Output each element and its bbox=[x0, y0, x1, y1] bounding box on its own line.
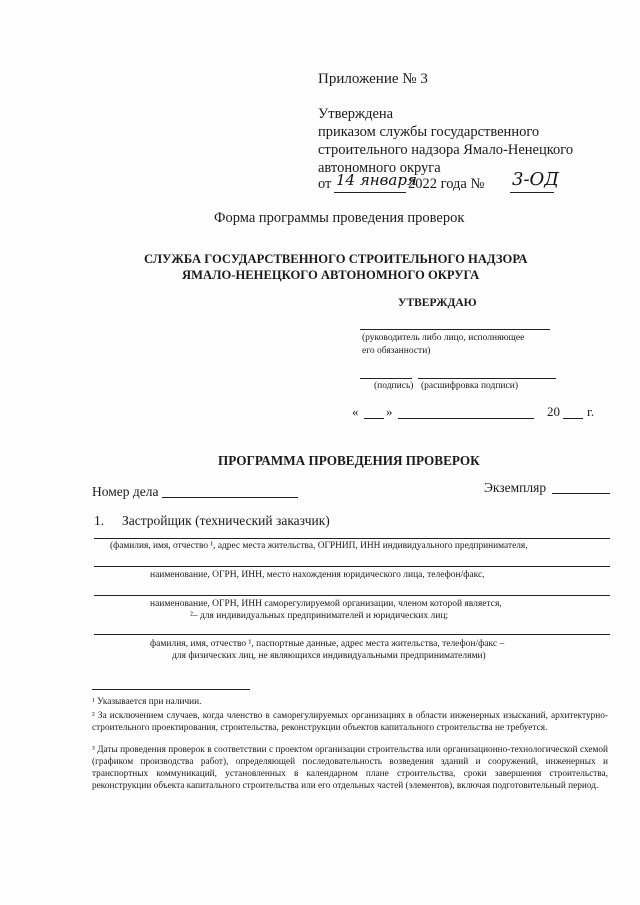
section1-caption-2: наименование, ОГРН, ИНН, место нахождения юридического лица, телефон/факс, bbox=[150, 570, 485, 580]
approval-line-4: автономного округа bbox=[318, 160, 441, 176]
approval-line-1: Утверждена bbox=[318, 106, 394, 122]
approval-line-3: строительного надзора Ямало-Ненецкого bbox=[318, 142, 574, 158]
case-number-line bbox=[162, 497, 298, 498]
section1-caption-4a: фамилия, имя, отчество ¹, паспортные данные, адрес места жительства, телефон/факс – bbox=[150, 639, 505, 649]
head-caption-1: (руководитель либо лицо, исполняющее bbox=[362, 333, 525, 343]
section1-caption-4b: для физических лиц, не являющихся индивидуальными предпринимателями) bbox=[172, 651, 486, 661]
section1-line-1 bbox=[94, 538, 610, 539]
month-line bbox=[398, 418, 534, 419]
year-prefix: 20 bbox=[547, 404, 560, 419]
form-title: Форма программы проведения проверок bbox=[214, 210, 465, 226]
section1-line-4 bbox=[94, 634, 610, 635]
signature-caption: (подпись) bbox=[374, 381, 414, 391]
agency-line-2: ЯМАЛО-НЕНЕЦКОГО АВТОНОМНОГО ОКРУГА bbox=[182, 268, 480, 282]
footnote-2: ² За исключением случаев, когда членство в саморегулируемых организациях в области инженерных изысканий, архитектурно-строительного проектирования, строительства, реконструкции объектов капитального строительства не требуется. bbox=[92, 711, 608, 733]
approval-date-prefix: от bbox=[318, 176, 332, 192]
approval-date-handwritten: 14 января bbox=[336, 171, 417, 189]
head-line bbox=[360, 329, 550, 330]
approval-date-mid: 2022 года № bbox=[408, 176, 485, 192]
appendix-label: Приложение № 3 bbox=[318, 71, 428, 87]
copy-line bbox=[552, 493, 610, 494]
case-number-label: Номер дела bbox=[92, 484, 159, 499]
date-open-quote: « bbox=[352, 404, 359, 419]
copy-label: Экземпляр bbox=[484, 480, 547, 495]
program-title: ПРОГРАММА ПРОВЕДЕНИЯ ПРОВЕРОК bbox=[218, 453, 480, 468]
section1-line-3 bbox=[94, 595, 610, 596]
decoding-caption: (расшифровка подписи) bbox=[421, 381, 518, 391]
section1-title: Застройщик (технический заказчик) bbox=[122, 513, 330, 528]
footnote-1: ¹ Указывается при наличии. bbox=[92, 697, 202, 707]
date-close-quote: » bbox=[386, 404, 393, 419]
head-caption-2: его обязанности) bbox=[362, 346, 431, 356]
section1-caption-3b: ²– для индивидуальных предпринимателей и юридических лиц; bbox=[190, 611, 449, 621]
approval-number-handwritten: 3-ОД bbox=[512, 169, 559, 190]
agency-line-1: СЛУЖБА ГОСУДАРСТВЕННОГО СТРОИТЕЛЬНОГО НАДЗОРА bbox=[144, 252, 528, 266]
section1-number: 1. bbox=[94, 513, 105, 528]
section1-caption-3a: наименование, ОГРН, ИНН саморегулируемой организации, членом которой является, bbox=[150, 599, 502, 609]
approval-line-2: приказом службы государственного bbox=[318, 124, 540, 140]
footnote-separator bbox=[92, 689, 250, 690]
day-line bbox=[364, 418, 384, 419]
section1-line-2 bbox=[94, 566, 610, 567]
approval-date-underline bbox=[334, 192, 406, 193]
decoding-line bbox=[418, 378, 556, 379]
year-line bbox=[563, 418, 583, 419]
section1-caption-1: (фамилия, имя, отчество ¹, адрес места жительства, ОГРНИП, ИНН индивидуального предпринимателя, bbox=[110, 541, 528, 551]
footnote-3: ³ Даты проведения проверок в соответствии с проектом организации строительства или организационно-технологической схемой (графиком производства работ), определяющей последовательность возведения зданий и сооружений, инженерных и транспортных коммуникаций, установленных в календарном плане строительства, сроки завершения строительства, реконструкции объекта капитального строительства или его отдельных частей (элементов), включая подготовительный период. bbox=[92, 745, 608, 791]
approval-number-underline bbox=[510, 192, 554, 193]
approve-title: УТВЕРЖДАЮ bbox=[398, 297, 477, 309]
year-suffix: г. bbox=[587, 404, 595, 419]
signature-line bbox=[360, 378, 412, 379]
